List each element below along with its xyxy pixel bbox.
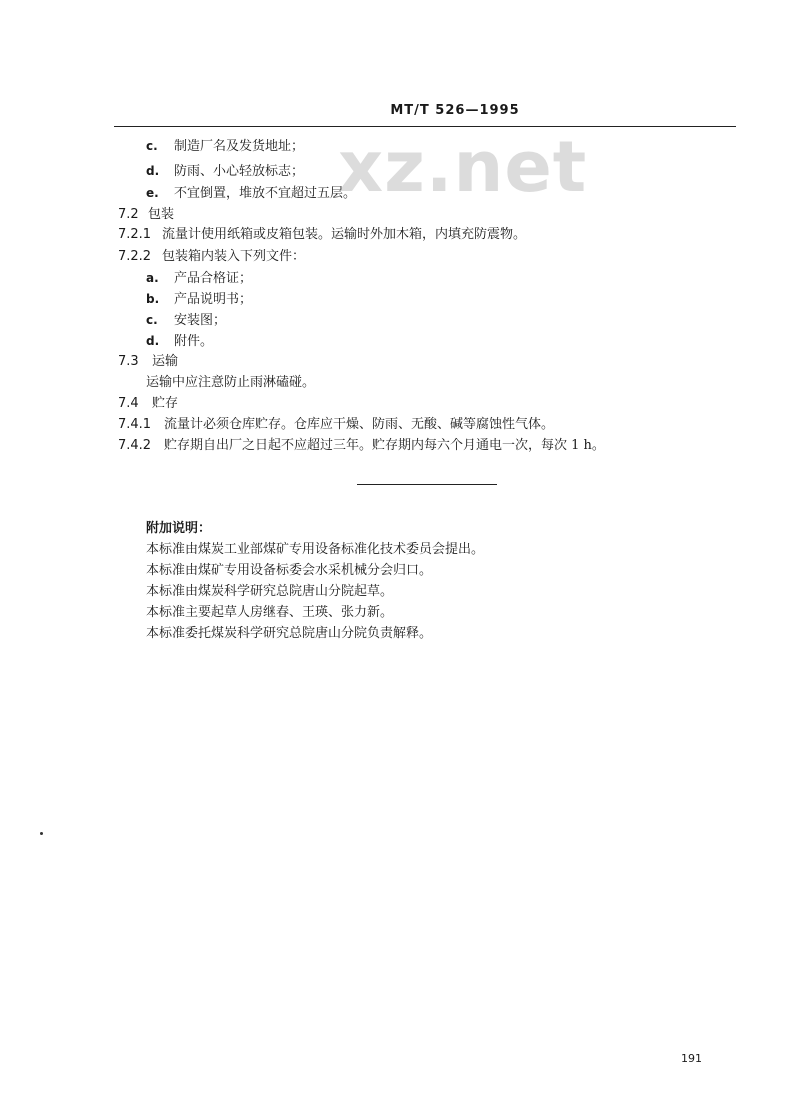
list-item: e. 不宜倒置，堆放不宜超过五层。 xyxy=(146,186,357,201)
section-7-2-2: 7.2.2 包装箱内装入下列文件： xyxy=(118,249,306,264)
section-7-4: 7.4 贮存 xyxy=(118,396,179,411)
scan-speck xyxy=(40,832,43,835)
notes-line: 本标准委托煤炭科学研究总院唐山分院负责解释。 xyxy=(146,626,433,641)
notes-line: 本标准由煤矿专用设备标委会水采机械分会归口。 xyxy=(146,563,433,578)
watermark: xz.net xyxy=(338,126,588,208)
notes-line: 本标准由煤炭工业部煤矿专用设备标准化技术委员会提出。 xyxy=(146,542,485,557)
section-divider xyxy=(357,484,497,485)
standard-code: MT/T 526—1995 xyxy=(390,103,520,118)
notes-title: 附加说明： xyxy=(146,521,212,536)
notes-line: 本标准由煤炭科学研究总院唐山分院起草。 xyxy=(146,584,394,599)
list-item: c. 安装图； xyxy=(146,313,227,328)
notes-line: 本标准主要起草人房继春、王瑛、张力新。 xyxy=(146,605,394,620)
header-rule xyxy=(114,126,736,127)
page-number: 191 xyxy=(681,1052,702,1065)
list-item: d. 防雨、小心轻放标志； xyxy=(146,164,305,179)
section-7-3-text: 运输中应注意防止雨淋磕碰。 xyxy=(146,375,316,390)
list-item: d. 附件。 xyxy=(146,334,214,349)
section-7-4-2: 7.4.2 贮存期自出厂之日起不应超过三年。贮存期内每六个月通电一次，每次 1 h。 xyxy=(118,438,605,453)
list-item: a. 产品合格证； xyxy=(146,271,253,286)
list-item: b. 产品说明书； xyxy=(146,292,253,307)
page-header xyxy=(0,103,800,118)
section-7-2-1: 7.2.1 流量计使用纸箱或皮箱包装。运输时外加木箱，内填充防震物。 xyxy=(118,227,527,242)
section-7-2: 7.2 包装 xyxy=(118,207,175,222)
section-7-4-1: 7.4.1 流量计必须仓库贮存。仓库应干燥、防雨、无酸、碱等腐蚀性气体。 xyxy=(118,417,555,432)
section-7-3: 7.3 运输 xyxy=(118,354,179,369)
list-item: c. 制造厂名及发货地址； xyxy=(146,139,305,154)
